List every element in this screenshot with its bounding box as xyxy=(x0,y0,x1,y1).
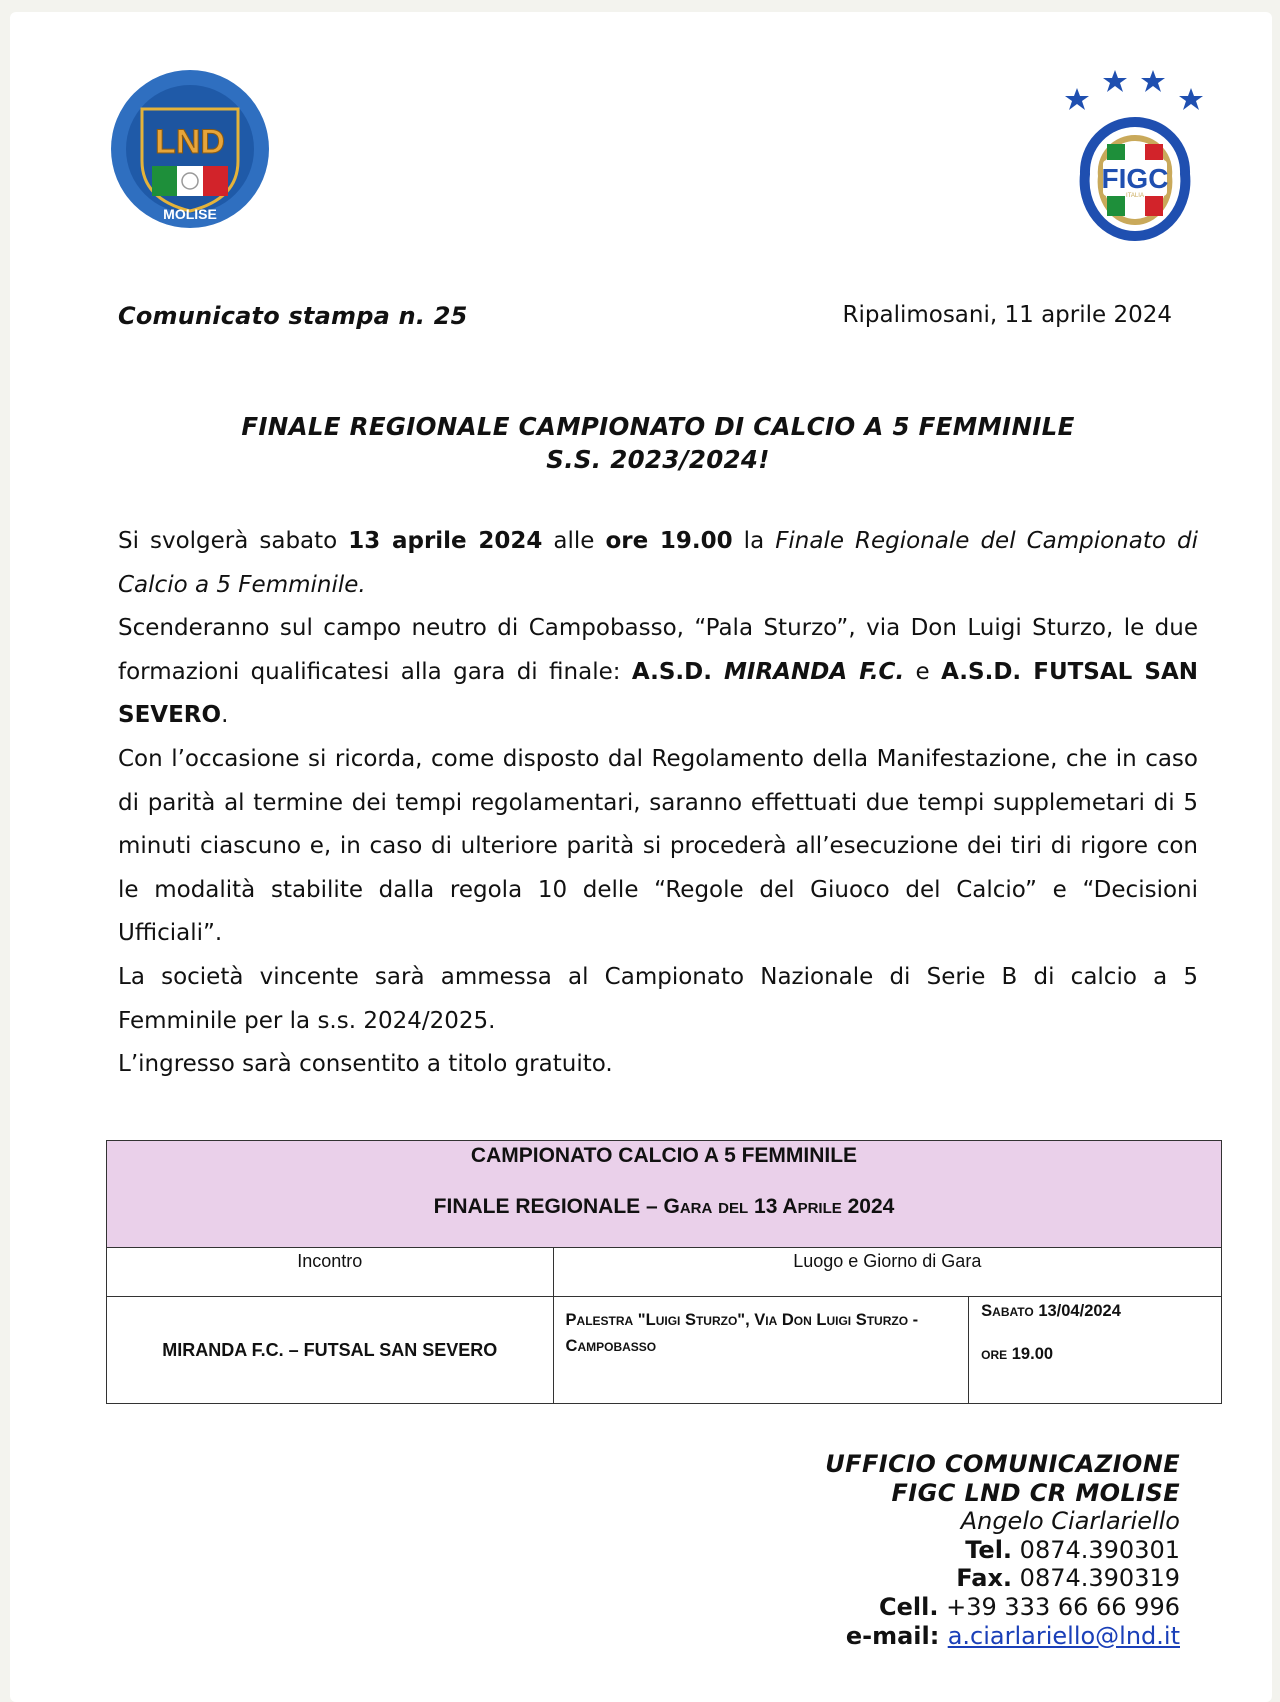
title-line-1: FINALE REGIONALE CAMPIONATO DI CALCIO A 5 FEMMINILE xyxy=(241,412,1075,441)
paragraph-4: La società vincente sarà ammessa al Campionato Nazionale di Serie B di calcio a 5 Femminile per la s.s. 2024/2025. xyxy=(118,963,1198,1034)
match-date: 13 aprile 2024 xyxy=(348,528,543,554)
office-org: FIGC LND CR MOLISE xyxy=(891,1478,1180,1507)
contact-name: Angelo Ciarlariello xyxy=(960,1507,1180,1536)
text: FINALE REGIONALE – xyxy=(433,1195,664,1218)
text: Si svolgerà sabato xyxy=(118,528,349,554)
fax-line xyxy=(825,1564,1180,1593)
text: Incontro xyxy=(297,1251,363,1271)
match-cell: MIRANDA F.C. – FUTSAL SAN SEVERO xyxy=(107,1297,554,1404)
document-page xyxy=(10,12,1272,1702)
text: 2024 xyxy=(841,1195,895,1218)
lnd-molise-logo xyxy=(110,69,270,229)
table-row xyxy=(107,1297,1222,1404)
paragraph-1 xyxy=(118,520,1198,607)
tel-line xyxy=(825,1536,1180,1565)
text: Luogo e Giorno di Gara xyxy=(793,1251,982,1271)
title-line-2: S.S. 2023/2024! xyxy=(546,445,770,474)
text: Gara del 13 Aprile xyxy=(663,1195,842,1218)
text: 0874.390301 xyxy=(1012,1535,1180,1564)
text: Tel. xyxy=(965,1535,1013,1564)
team-1: MIRANDA F.C. xyxy=(724,658,905,685)
match-hour: ore 19.00 xyxy=(981,1345,1054,1363)
body-text xyxy=(118,520,1198,1087)
email-line xyxy=(825,1622,1180,1651)
paragraph-5: L’ingresso sarà consentito a titolo gratuito. xyxy=(118,1051,613,1078)
text: Scenderanno sul campo neutro di Campobasso, “Pala Sturzo”, via Don Luigi Sturzo, le due formazioni qualificatesi alla gara di finale: xyxy=(118,615,1198,685)
cell-line xyxy=(825,1593,1180,1622)
email-link[interactable]: a.ciarlariello@lnd.it xyxy=(947,1621,1180,1650)
paragraph-3: Con l’occasione si ricorda, come disposto dal Regolamento della Manifestazione, che in caso di parità al termine dei tempi regolamentari, saranno effettuati due tempi supplemetari di 5 minuti ciascuno e, in caso di ulteriore parità si procederà all’esecuzione dei tiri di rigore con le modalità stabilite dalla regola 10 delle “Regole del Giuoco del Calcio” e “Decisioni Ufficiali”. xyxy=(118,745,1198,947)
team-prefix: A.S.D. xyxy=(631,658,725,685)
match-time: ore 19.00 xyxy=(605,528,733,554)
table-header xyxy=(107,1141,1222,1248)
paragraph-2 xyxy=(118,607,1198,738)
match-day: Sabato 13/04/2024 xyxy=(981,1302,1121,1320)
text: Cell. xyxy=(879,1592,939,1621)
signature-block xyxy=(825,1450,1180,1650)
press-release-number: Comunicato stampa n. 25 xyxy=(118,302,468,330)
office-name: UFFICIO COMUNICAZIONE xyxy=(825,1450,1180,1478)
column-header-luogo xyxy=(553,1248,1221,1297)
text: . xyxy=(221,702,229,729)
text: la xyxy=(732,528,776,554)
column-header-incontro xyxy=(107,1248,554,1297)
table-title-1: CAMPIONATO CALCIO A 5 FEMMINILE xyxy=(470,1144,858,1167)
text: Fax. xyxy=(956,1564,1013,1593)
event-name: Finale Regionale del Campionato di Calcio a 5 Femminile. xyxy=(118,528,1198,598)
match-table xyxy=(106,1140,1222,1404)
team-2: A.S.D. FUTSAL SAN SEVERO xyxy=(118,658,1199,729)
text: e-mail: xyxy=(845,1621,948,1650)
svg-text:ITALIA: ITALIA xyxy=(1126,193,1144,199)
svg-text:LND: LND xyxy=(155,123,225,161)
document-title xyxy=(118,410,1198,476)
text: +39 333 66 66 996 xyxy=(938,1592,1180,1621)
place-date: Ripalimosani, 11 aprile 2024 xyxy=(842,302,1172,328)
text: alle xyxy=(542,528,606,554)
figc-logo xyxy=(1063,64,1208,246)
svg-text:FIGC: FIGC xyxy=(1101,163,1169,194)
text: 0874.390319 xyxy=(1012,1564,1180,1593)
venue-cell: Palestra "Luigi Sturzo", Via Don Luigi Sturzo - Campobasso xyxy=(553,1297,969,1404)
table-title-2 xyxy=(107,1195,1221,1219)
text: e xyxy=(904,658,942,685)
date-cell xyxy=(969,1297,1222,1404)
svg-text:MOLISE: MOLISE xyxy=(163,206,217,222)
